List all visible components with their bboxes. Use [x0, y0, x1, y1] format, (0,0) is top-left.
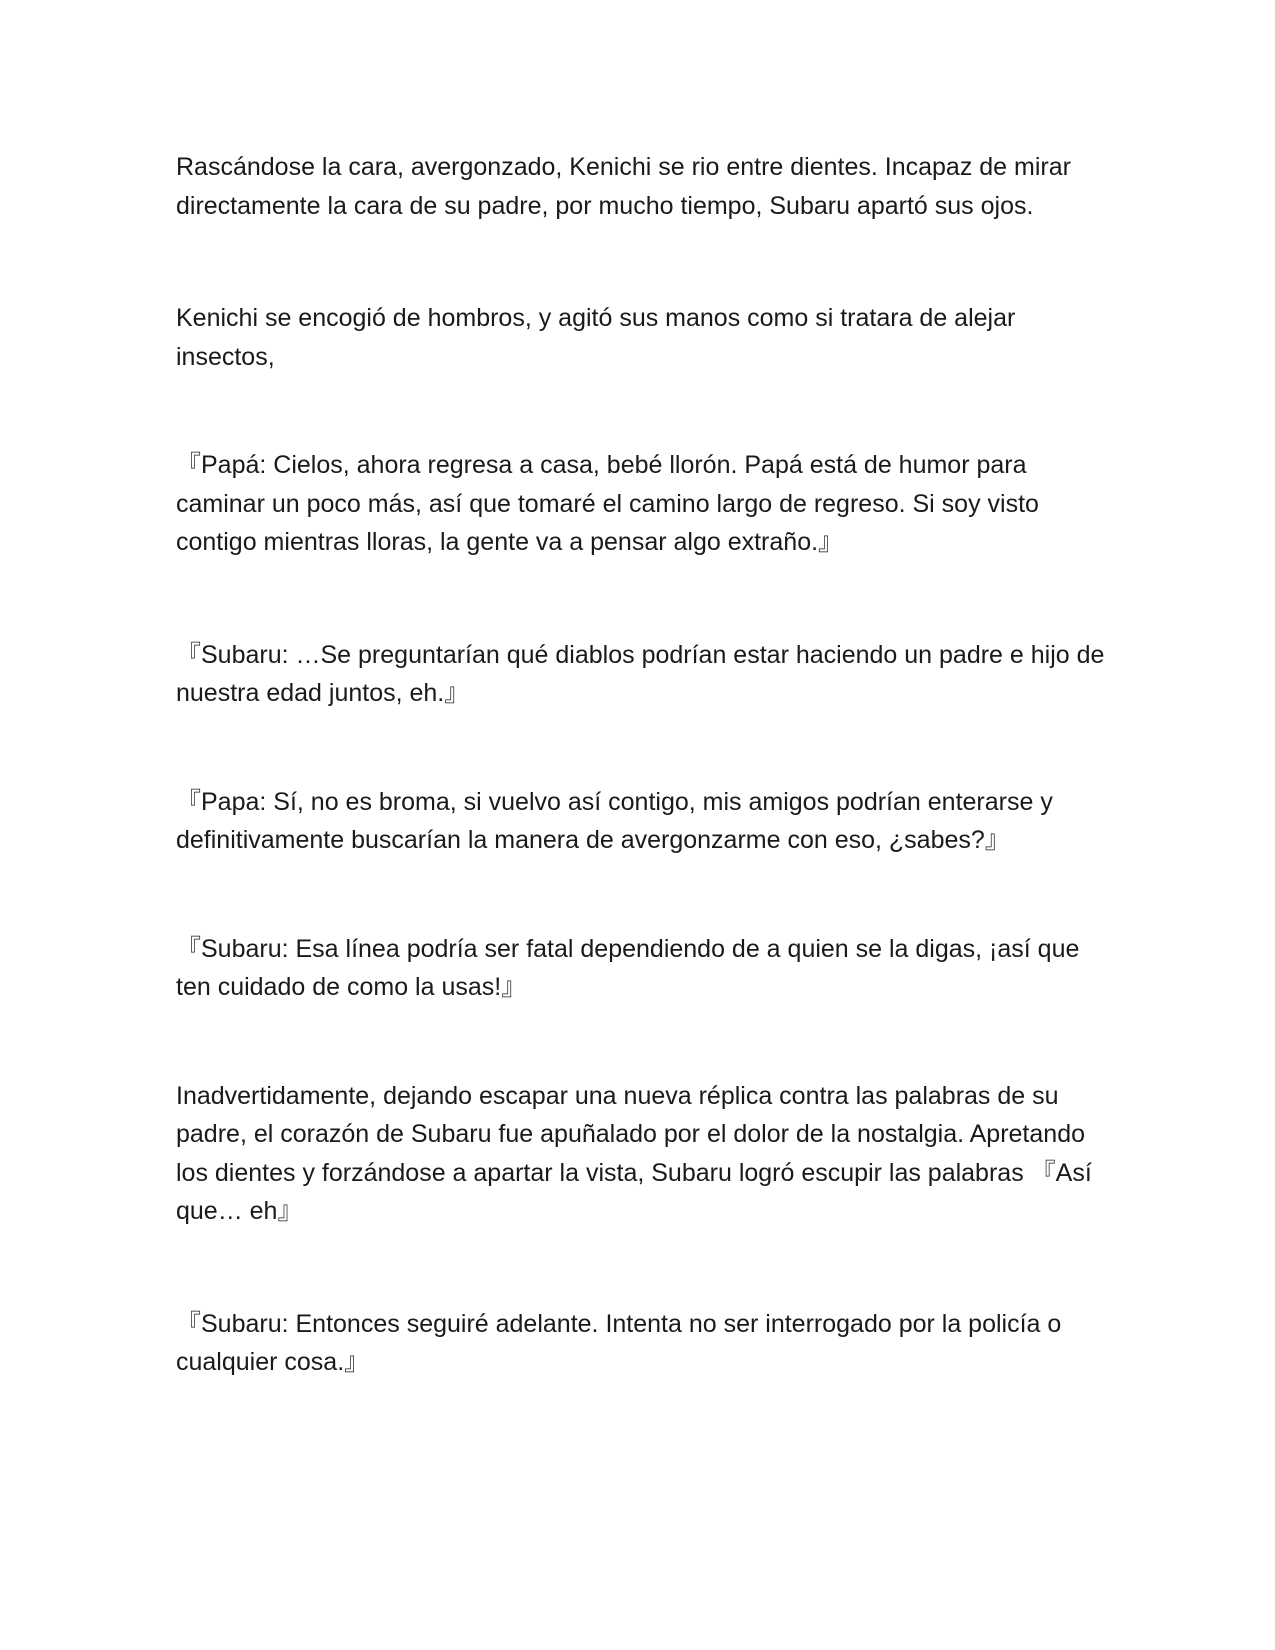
- dialogue-papa-1: 『Papá: Cielos, ahora regresa a casa, bebé llorón. Papá está de humor para caminar un poco más, así que tomaré el camino largo de regreso. Si soy visto contigo mientras lloras, la gente va a pensar algo extraño.』: [176, 451, 1046, 556]
- dialogue-subaru-1: 『Subaru: …Se preguntarían qué diablos podrían estar haciendo un padre e hijo de nuestra edad juntos, eh.』: [176, 640, 1112, 707]
- paragraph-2: Kenichi se encogió de hombros, y agitó sus manos como si tratara de alejar insectos,: [176, 304, 1023, 371]
- dialogue-papa-2: 『Papa: Sí, no es broma, si vuelvo así contigo, mis amigos podrían enterarse y definitivamente buscarían la manera de avergonzarme con eso, ¿sabes?』: [176, 787, 1060, 854]
- dialogue-subaru-2: 『Subaru: Esa línea podría ser fatal dependiendo de a quien se la digas, ¡así que ten cuidado de como la usas!』: [176, 934, 1087, 1001]
- paragraph-narration: Inadvertidamente, dejando escapar una nueva réplica contra las palabras de su padre, el corazón de Subaru fue apuñalado por el dolor de la nostalgia. Apretando los dientes y forzándose a apartar la vista, Subaru logró escupir las palabras 『Así que… eh』: [176, 1081, 1099, 1225]
- dialogue-subaru-3: 『Subaru: Entonces seguiré adelante. Intenta no ser interrogado por la policía o cualquier cosa.』: [176, 1309, 1069, 1376]
- paragraph-1: Rascándose la cara, avergonzado, Kenichi se rio entre dientes. Incapaz de mirar directamente la cara de su padre, por mucho tiempo, Subaru apartó sus ojos.: [176, 153, 1078, 220]
- document-page: [176, 148, 1112, 1382]
